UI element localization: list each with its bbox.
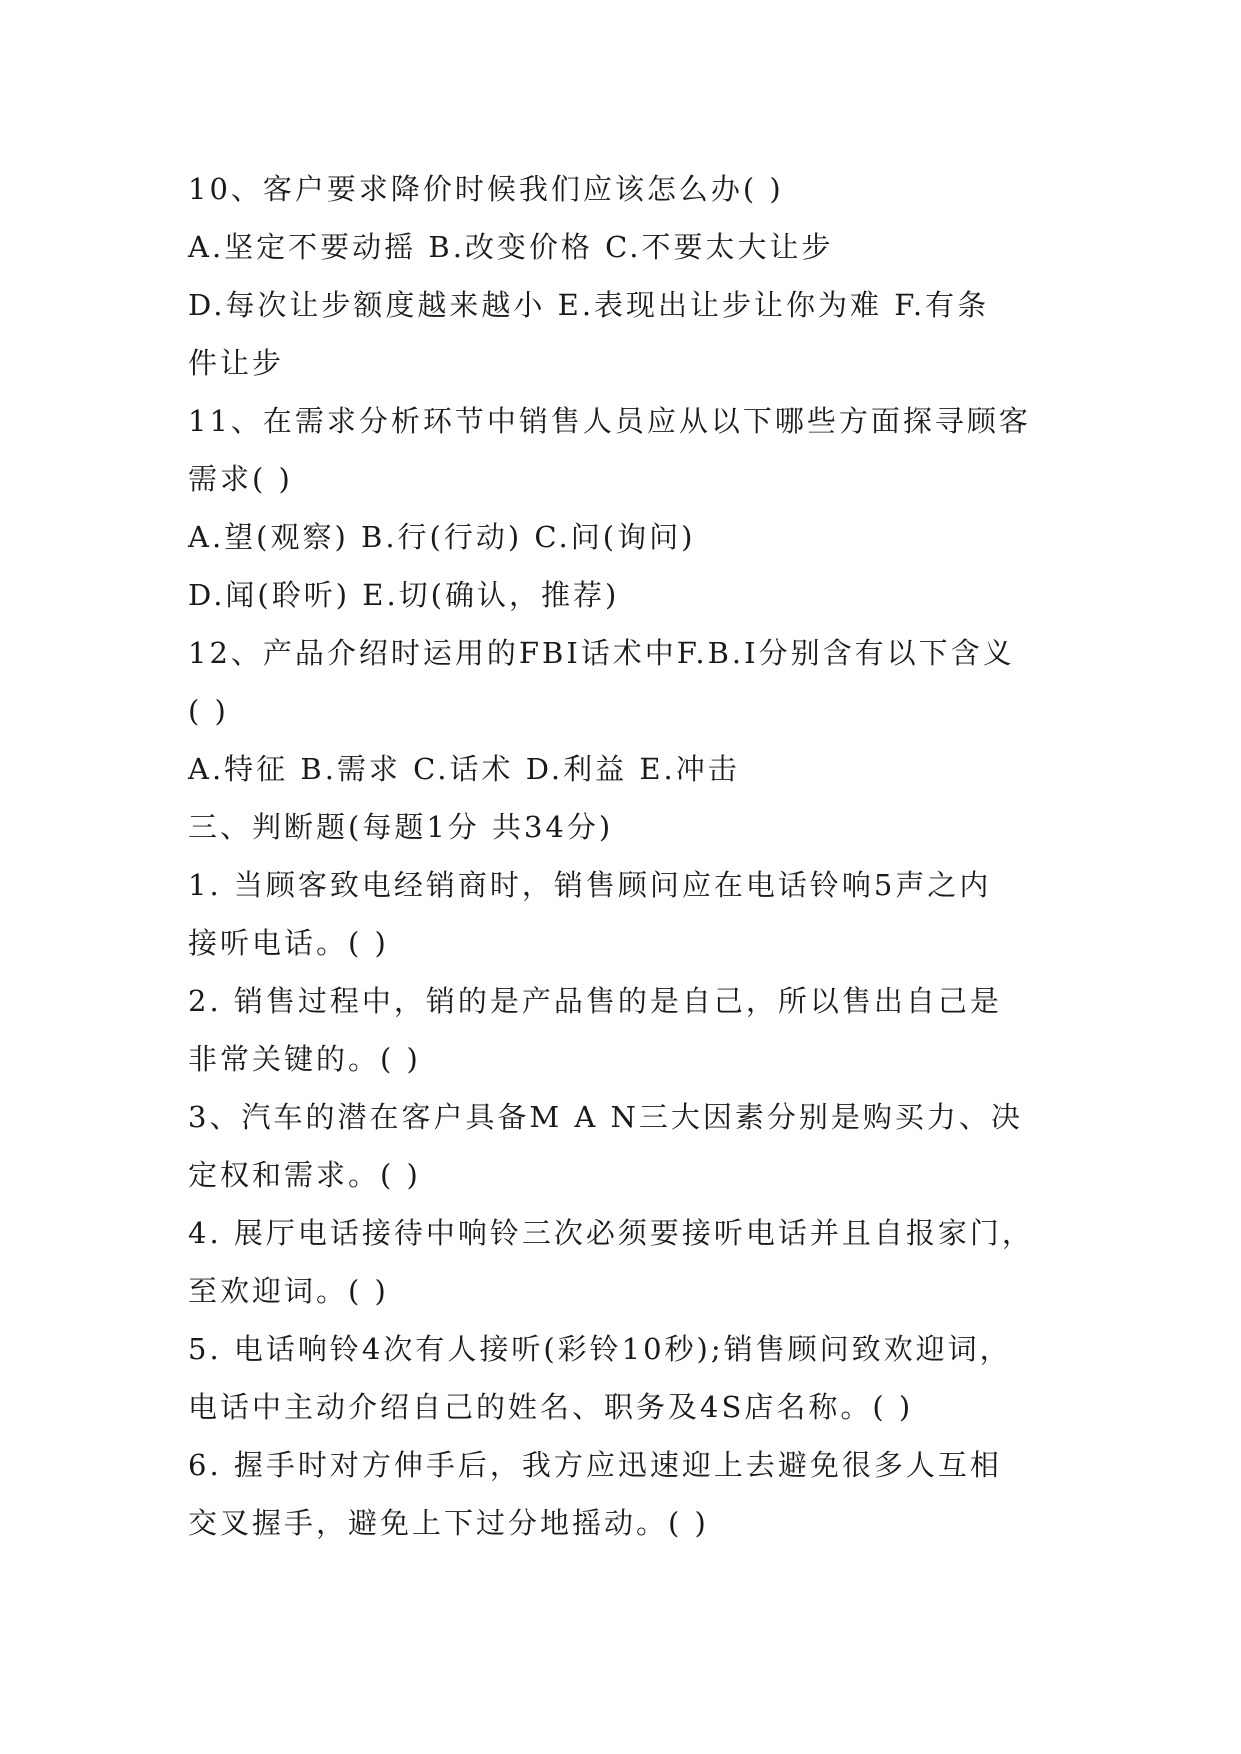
true-false-3: 3、汽车的潜在客户具备M A N三大因素分别是购买力、决 — [188, 1100, 1023, 1134]
true-false-6: 6. 握手时对方伸手后，我方应迅速迎上去避免很多人互相 — [188, 1448, 1002, 1482]
question-11-options: D.闻(聆听) E.切(确认，推荐) — [188, 578, 620, 612]
question-10-options: A.坚定不要动摇 B.改变价格 C.不要太大让步 — [188, 230, 834, 264]
question-11-text: 11、在需求分析环节中销售人员应从以下哪些方面探寻顾客 — [188, 404, 1031, 438]
question-12-text: 12、产品介绍时运用的FBI话术中F.B.I分别含有以下含义 — [188, 636, 1015, 670]
question-11-options: A.望(观察) B.行(行动) C.问(询问) — [188, 520, 696, 554]
true-false-4: 4. 展厅电话接待中响铃三次必须要接听电话并且自报家门， — [188, 1216, 1034, 1250]
question-12-text: ( ) — [188, 694, 229, 728]
question-12-options: A.特征 B.需求 C.话术 D.利益 E.冲击 — [188, 752, 740, 786]
true-false-2: 非常关键的。( ) — [188, 1042, 421, 1076]
true-false-5: 5. 电话响铃4次有人接听(彩铃10秒);销售顾问致欢迎词， — [188, 1332, 1012, 1366]
question-11-text: 需求( ) — [188, 462, 293, 496]
document-body — [188, 160, 1068, 1552]
question-10-text: 10、客户要求降价时候我们应该怎么办( ) — [188, 172, 784, 206]
question-10-options: D.每次让步额度越来越小 E.表现出让步让你为难 F.有条 — [188, 288, 990, 322]
question-10-options: 件让步 — [188, 346, 285, 380]
true-false-1: 接听电话。( ) — [188, 926, 389, 960]
true-false-2: 2. 销售过程中，销的是产品售的是自己，所以售出自己是 — [188, 984, 1002, 1018]
true-false-3: 定权和需求。( ) — [188, 1158, 421, 1192]
true-false-1: 1. 当顾客致电经销商时，销售顾问应在电话铃响5声之内 — [188, 868, 992, 902]
true-false-5: 电话中主动介绍自己的姓名、职务及4S店名称。( ) — [188, 1390, 914, 1424]
section-heading: 三、判断题(每题1分 共34分) — [188, 810, 614, 844]
true-false-6: 交叉握手，避免上下过分地摇动。( ) — [188, 1506, 709, 1540]
true-false-4: 至欢迎词。( ) — [188, 1274, 389, 1308]
